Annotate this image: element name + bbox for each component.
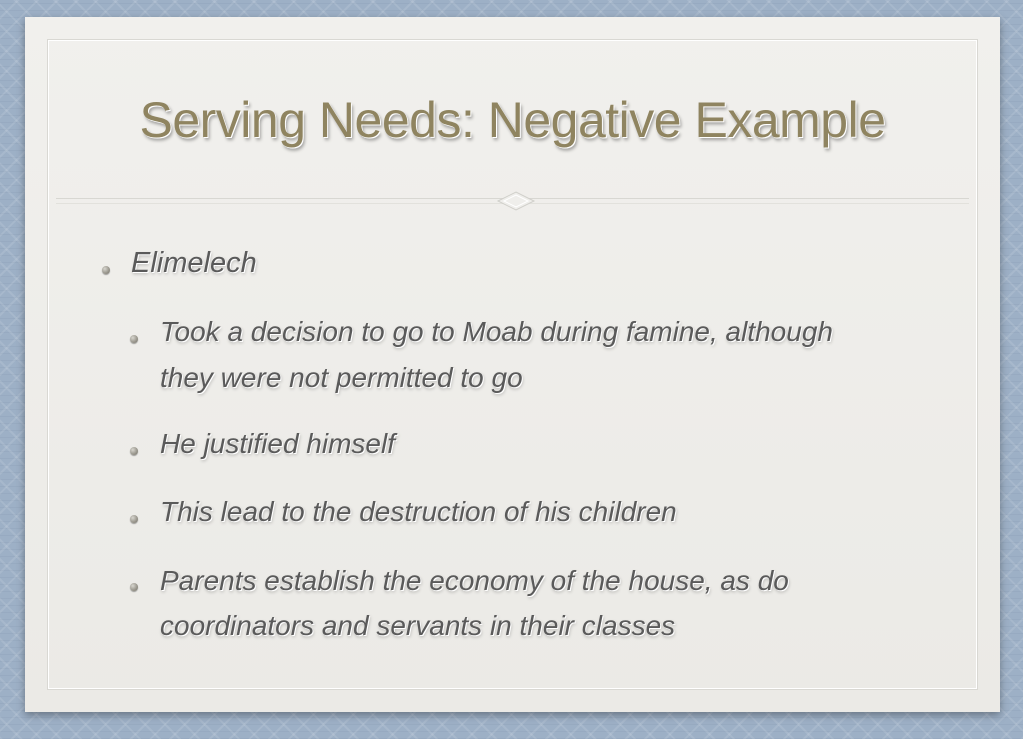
sub-bullet-item: Took a decision to go to Moab during famine, although bbox=[160, 316, 833, 347]
bullet-item: Elimelech bbox=[131, 247, 257, 279]
slide-body bbox=[25, 17, 1000, 712]
sub-bullet-item-continuation: they were not permitted to go bbox=[160, 362, 523, 393]
sub-bullet-item: He justified himself bbox=[160, 428, 395, 459]
slide bbox=[25, 17, 1000, 712]
bullet-icon bbox=[102, 266, 110, 274]
bullet-icon bbox=[130, 515, 138, 523]
bullet-icon bbox=[130, 447, 138, 455]
sub-bullet-item: This lead to the destruction of his children bbox=[160, 496, 677, 527]
sub-bullet-item-continuation: coordinators and servants in their classes bbox=[160, 610, 676, 641]
sub-bullet-item: Parents establish the economy of the house, as do bbox=[160, 565, 789, 596]
bullet-icon bbox=[130, 335, 138, 343]
slide-title: Serving Needs: Negative Example bbox=[139, 92, 886, 148]
bullet-icon bbox=[130, 583, 138, 591]
